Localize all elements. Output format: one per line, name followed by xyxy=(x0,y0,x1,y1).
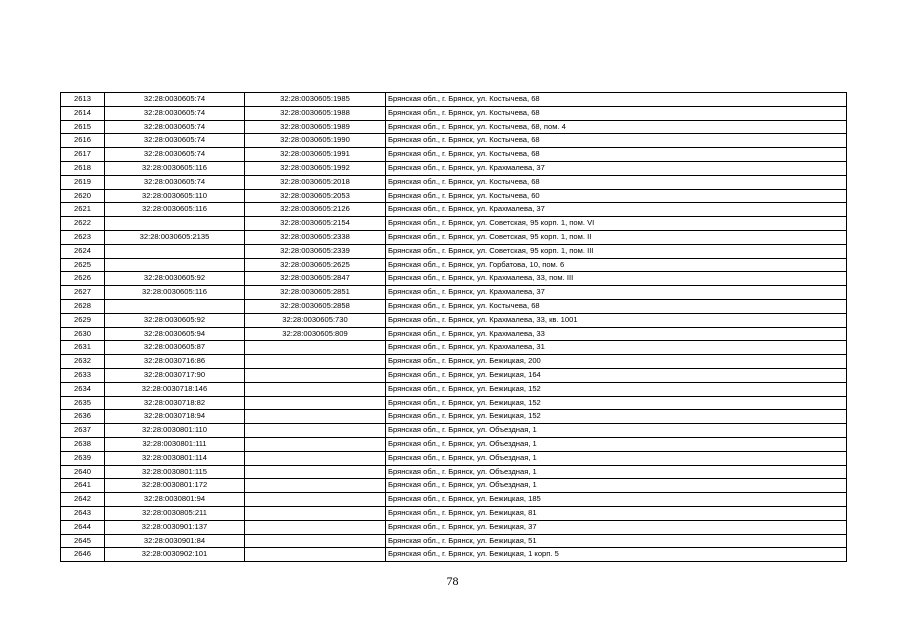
table-row xyxy=(61,355,847,369)
land-cadastral-number-cell xyxy=(105,299,245,313)
table-row xyxy=(61,534,847,548)
land-cadastral-number-cell: 32:28:0030605:94 xyxy=(105,327,245,341)
object-cadastral-number-cell xyxy=(245,341,386,355)
land-cadastral-number-cell: 32:28:0030605:92 xyxy=(105,272,245,286)
object-cadastral-number-cell: 32:28:0030605:2851 xyxy=(245,286,386,300)
object-cadastral-number-cell xyxy=(245,465,386,479)
address-cell: Брянская обл., г. Брянск, ул. Объездная, 1 xyxy=(386,437,847,451)
land-cadastral-number-cell: 32:28:0030605:74 xyxy=(105,175,245,189)
row-number-cell: 2645 xyxy=(61,534,105,548)
object-cadastral-number-cell: 32:28:0030605:2018 xyxy=(245,175,386,189)
land-cadastral-number-cell: 32:28:0030801:94 xyxy=(105,493,245,507)
object-cadastral-number-cell xyxy=(245,520,386,534)
row-number-cell: 2613 xyxy=(61,93,105,107)
land-cadastral-number-cell: 32:28:0030605:116 xyxy=(105,286,245,300)
table-row xyxy=(61,175,847,189)
row-number-cell: 2623 xyxy=(61,230,105,244)
address-cell: Брянская обл., г. Брянск, ул. Бежицкая, 1 корп. 5 xyxy=(386,548,847,562)
land-cadastral-number-cell: 32:28:0030801:115 xyxy=(105,465,245,479)
address-cell: Брянская обл., г. Брянск, ул. Костычева, 68, пом. 4 xyxy=(386,120,847,134)
address-cell: Брянская обл., г. Брянск, ул. Бежицкая, 51 xyxy=(386,534,847,548)
row-number-cell: 2617 xyxy=(61,148,105,162)
row-number-cell: 2619 xyxy=(61,175,105,189)
table-row xyxy=(61,437,847,451)
row-number-cell: 2622 xyxy=(61,217,105,231)
land-cadastral-number-cell: 32:28:0030605:116 xyxy=(105,161,245,175)
address-cell: Брянская обл., г. Брянск, ул. Костычева, 60 xyxy=(386,189,847,203)
table-row xyxy=(61,148,847,162)
row-number-cell: 2634 xyxy=(61,382,105,396)
property-table xyxy=(60,92,847,562)
object-cadastral-number-cell xyxy=(245,355,386,369)
address-cell: Брянская обл., г. Брянск, ул. Бежицкая, 152 xyxy=(386,382,847,396)
object-cadastral-number-cell: 32:28:0030605:809 xyxy=(245,327,386,341)
address-cell: Брянская обл., г. Брянск, ул. Костычева, 68 xyxy=(386,134,847,148)
row-number-cell: 2642 xyxy=(61,493,105,507)
address-cell: Брянская обл., г. Брянск, ул. Костычева, 68 xyxy=(386,175,847,189)
land-cadastral-number-cell: 32:28:0030718:94 xyxy=(105,410,245,424)
row-number-cell: 2644 xyxy=(61,520,105,534)
address-cell: Брянская обл., г. Брянск, ул. Бежицкая, 37 xyxy=(386,520,847,534)
land-cadastral-number-cell: 32:28:0030605:74 xyxy=(105,134,245,148)
object-cadastral-number-cell xyxy=(245,410,386,424)
table-row xyxy=(61,203,847,217)
land-cadastral-number-cell: 32:28:0030605:74 xyxy=(105,93,245,107)
address-cell: Брянская обл., г. Брянск, ул. Бежицкая, 81 xyxy=(386,506,847,520)
object-cadastral-number-cell: 32:28:0030605:2847 xyxy=(245,272,386,286)
address-cell: Брянская обл., г. Брянск, ул. Крахмалева, 33, пом. III xyxy=(386,272,847,286)
object-cadastral-number-cell: 32:28:0030605:1989 xyxy=(245,120,386,134)
object-cadastral-number-cell: 32:28:0030605:1988 xyxy=(245,106,386,120)
address-cell: Брянская обл., г. Брянск, ул. Костычева, 68 xyxy=(386,299,847,313)
row-number-cell: 2618 xyxy=(61,161,105,175)
table-row xyxy=(61,313,847,327)
object-cadastral-number-cell xyxy=(245,368,386,382)
land-cadastral-number-cell: 32:28:0030605:74 xyxy=(105,148,245,162)
object-cadastral-number-cell: 32:28:0030605:2338 xyxy=(245,230,386,244)
table-row xyxy=(61,424,847,438)
object-cadastral-number-cell xyxy=(245,437,386,451)
address-cell: Брянская обл., г. Брянск, ул. Советская, 95 корп. 1, пом. III xyxy=(386,244,847,258)
row-number-cell: 2646 xyxy=(61,548,105,562)
address-cell: Брянская обл., г. Брянск, ул. Костычева, 68 xyxy=(386,106,847,120)
land-cadastral-number-cell: 32:28:0030605:116 xyxy=(105,203,245,217)
table-row xyxy=(61,217,847,231)
object-cadastral-number-cell: 32:28:0030605:1990 xyxy=(245,134,386,148)
address-cell: Брянская обл., г. Брянск, ул. Бежицкая, 152 xyxy=(386,410,847,424)
row-number-cell: 2614 xyxy=(61,106,105,120)
object-cadastral-number-cell: 32:28:0030605:1985 xyxy=(245,93,386,107)
row-number-cell: 2627 xyxy=(61,286,105,300)
address-cell: Брянская обл., г. Брянск, ул. Бежицкая, 152 xyxy=(386,396,847,410)
property-table-body xyxy=(61,93,847,562)
row-number-cell: 2636 xyxy=(61,410,105,424)
object-cadastral-number-cell: 32:28:0030605:1992 xyxy=(245,161,386,175)
object-cadastral-number-cell xyxy=(245,451,386,465)
object-cadastral-number-cell xyxy=(245,493,386,507)
row-number-cell: 2631 xyxy=(61,341,105,355)
table-row xyxy=(61,451,847,465)
address-cell: Брянская обл., г. Брянск, ул. Крахмалева, 37 xyxy=(386,286,847,300)
address-cell: Брянская обл., г. Брянск, ул. Крахмалева, 33, кв. 1001 xyxy=(386,313,847,327)
row-number-cell: 2632 xyxy=(61,355,105,369)
table-row xyxy=(61,520,847,534)
land-cadastral-number-cell: 32:28:0030717:90 xyxy=(105,368,245,382)
land-cadastral-number-cell: 32:28:0030718:146 xyxy=(105,382,245,396)
table-row xyxy=(61,396,847,410)
address-cell: Брянская обл., г. Брянск, ул. Бежицкая, 164 xyxy=(386,368,847,382)
land-cadastral-number-cell: 32:28:0030801:111 xyxy=(105,437,245,451)
land-cadastral-number-cell: 32:28:0030605:2135 xyxy=(105,230,245,244)
table-row xyxy=(61,506,847,520)
land-cadastral-number-cell: 32:28:0030718:82 xyxy=(105,396,245,410)
row-number-cell: 2640 xyxy=(61,465,105,479)
address-cell: Брянская обл., г. Брянск, ул. Бежицкая, 200 xyxy=(386,355,847,369)
land-cadastral-number-cell: 32:28:0030805:211 xyxy=(105,506,245,520)
table-row xyxy=(61,465,847,479)
object-cadastral-number-cell: 32:28:0030605:2154 xyxy=(245,217,386,231)
land-cadastral-number-cell xyxy=(105,258,245,272)
address-cell: Брянская обл., г. Брянск, ул. Объездная, 1 xyxy=(386,479,847,493)
object-cadastral-number-cell xyxy=(245,479,386,493)
land-cadastral-number-cell: 32:28:0030801:114 xyxy=(105,451,245,465)
row-number-cell: 2624 xyxy=(61,244,105,258)
row-number-cell: 2638 xyxy=(61,437,105,451)
object-cadastral-number-cell: 32:28:0030605:2053 xyxy=(245,189,386,203)
table-row xyxy=(61,286,847,300)
table-row xyxy=(61,258,847,272)
row-number-cell: 2621 xyxy=(61,203,105,217)
address-cell: Брянская обл., г. Брянск, ул. Костычева, 68 xyxy=(386,93,847,107)
table-row xyxy=(61,106,847,120)
address-cell: Брянская обл., г. Брянск, ул. Крахмалева, 37 xyxy=(386,161,847,175)
land-cadastral-number-cell: 32:28:0030801:110 xyxy=(105,424,245,438)
row-number-cell: 2633 xyxy=(61,368,105,382)
land-cadastral-number-cell: 32:28:0030605:74 xyxy=(105,106,245,120)
object-cadastral-number-cell: 32:28:0030605:2858 xyxy=(245,299,386,313)
row-number-cell: 2639 xyxy=(61,451,105,465)
object-cadastral-number-cell xyxy=(245,534,386,548)
row-number-cell: 2626 xyxy=(61,272,105,286)
land-cadastral-number-cell: 32:28:0030605:74 xyxy=(105,120,245,134)
address-cell: Брянская обл., г. Брянск, ул. Крахмалева, 31 xyxy=(386,341,847,355)
object-cadastral-number-cell: 32:28:0030605:2126 xyxy=(245,203,386,217)
address-cell: Брянская обл., г. Брянск, ул. Советская, 95 корп. 1, пом. VI xyxy=(386,217,847,231)
address-cell: Брянская обл., г. Брянск, ул. Объездная, 1 xyxy=(386,465,847,479)
table-row xyxy=(61,327,847,341)
land-cadastral-number-cell: 32:28:0030605:92 xyxy=(105,313,245,327)
table-row xyxy=(61,161,847,175)
row-number-cell: 2629 xyxy=(61,313,105,327)
object-cadastral-number-cell: 32:28:0030605:730 xyxy=(245,313,386,327)
row-number-cell: 2616 xyxy=(61,134,105,148)
table-row xyxy=(61,230,847,244)
table-row xyxy=(61,479,847,493)
address-cell: Брянская обл., г. Брянск, ул. Крахмалева, 37 xyxy=(386,203,847,217)
object-cadastral-number-cell: 32:28:0030605:2625 xyxy=(245,258,386,272)
object-cadastral-number-cell xyxy=(245,548,386,562)
table-row xyxy=(61,272,847,286)
row-number-cell: 2630 xyxy=(61,327,105,341)
table-row xyxy=(61,299,847,313)
address-cell: Брянская обл., г. Брянск, ул. Объездная, 1 xyxy=(386,424,847,438)
land-cadastral-number-cell: 32:28:0030902:101 xyxy=(105,548,245,562)
table-row xyxy=(61,134,847,148)
land-cadastral-number-cell xyxy=(105,244,245,258)
table-row xyxy=(61,368,847,382)
land-cadastral-number-cell: 32:28:0030605:110 xyxy=(105,189,245,203)
land-cadastral-number-cell xyxy=(105,217,245,231)
land-cadastral-number-cell: 32:28:0030716:86 xyxy=(105,355,245,369)
table-row xyxy=(61,120,847,134)
object-cadastral-number-cell xyxy=(245,506,386,520)
object-cadastral-number-cell: 32:28:0030605:2339 xyxy=(245,244,386,258)
land-cadastral-number-cell: 32:28:0030901:84 xyxy=(105,534,245,548)
row-number-cell: 2628 xyxy=(61,299,105,313)
address-cell: Брянская обл., г. Брянск, ул. Объездная, 1 xyxy=(386,451,847,465)
row-number-cell: 2615 xyxy=(61,120,105,134)
page-number: 78 xyxy=(446,574,459,588)
object-cadastral-number-cell xyxy=(245,382,386,396)
row-number-cell: 2643 xyxy=(61,506,105,520)
table-row xyxy=(61,410,847,424)
land-cadastral-number-cell: 32:28:0030605:87 xyxy=(105,341,245,355)
table-row xyxy=(61,244,847,258)
object-cadastral-number-cell xyxy=(245,396,386,410)
land-cadastral-number-cell: 32:28:0030801:172 xyxy=(105,479,245,493)
land-cadastral-number-cell: 32:28:0030901:137 xyxy=(105,520,245,534)
object-cadastral-number-cell: 32:28:0030605:1991 xyxy=(245,148,386,162)
table-row xyxy=(61,548,847,562)
object-cadastral-number-cell xyxy=(245,424,386,438)
row-number-cell: 2620 xyxy=(61,189,105,203)
table-row xyxy=(61,189,847,203)
row-number-cell: 2637 xyxy=(61,424,105,438)
table-row xyxy=(61,493,847,507)
address-cell: Брянская обл., г. Брянск, ул. Бежицкая, 185 xyxy=(386,493,847,507)
address-cell: Брянская обл., г. Брянск, ул. Горбатова, 10, пом. 6 xyxy=(386,258,847,272)
address-cell: Брянская обл., г. Брянск, ул. Костычева, 68 xyxy=(386,148,847,162)
table-row xyxy=(61,341,847,355)
row-number-cell: 2641 xyxy=(61,479,105,493)
address-cell: Брянская обл., г. Брянск, ул. Советская, 95 корп. 1, пом. II xyxy=(386,230,847,244)
row-number-cell: 2625 xyxy=(61,258,105,272)
table-row xyxy=(61,93,847,107)
address-cell: Брянская обл., г. Брянск, ул. Крахмалева, 33 xyxy=(386,327,847,341)
row-number-cell: 2635 xyxy=(61,396,105,410)
table-row xyxy=(61,382,847,396)
